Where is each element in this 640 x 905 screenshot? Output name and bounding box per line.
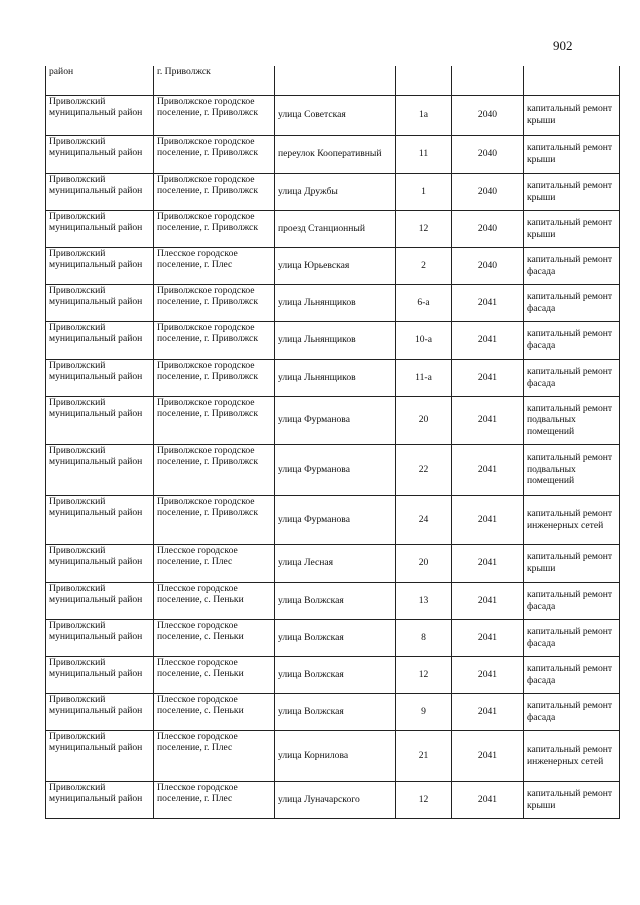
cell-street: улица Льнянщиков [275, 321, 396, 359]
cell-work: капитальный ремонт крыши [524, 544, 620, 582]
cell-municipality: район [46, 66, 154, 95]
cell-municipality: Приволжский муниципальный район [46, 656, 154, 693]
cell-municipality: Приволжский муниципальный район [46, 730, 154, 781]
table-row [46, 359, 620, 396]
cell-settlement: Плесское городское поселение, г. Плес [154, 781, 275, 818]
cell-year: 2041 [452, 619, 524, 656]
table-row [46, 495, 620, 544]
cell-street: переулок Кооперативный [275, 135, 396, 173]
table-row-continued [46, 66, 620, 95]
cell-settlement: Плесское городское поселение, с. Пеньки [154, 693, 275, 730]
cell-house: 21 [396, 730, 452, 781]
cell-work: капитальный ремонт подвальных помещений [524, 444, 620, 495]
cell-work: капитальный ремонт фасада [524, 321, 620, 359]
cell-house: 1а [396, 95, 452, 135]
table-row [46, 619, 620, 656]
cell-house: 20 [396, 544, 452, 582]
cell-street: улица Луначарского [275, 781, 396, 818]
cell-house: 20 [396, 396, 452, 444]
cell-settlement: Приволжское городское поселение, г. Приволжск [154, 95, 275, 135]
cell-work: капитальный ремонт фасада [524, 656, 620, 693]
cell-municipality: Приволжский муниципальный район [46, 619, 154, 656]
cell-street: проезд Станционный [275, 210, 396, 247]
cell-settlement: Плесское городское поселение, с. Пеньки [154, 582, 275, 619]
cell-settlement: Плесское городское поселение, г. Плес [154, 544, 275, 582]
cell-street: улица Льнянщиков [275, 284, 396, 321]
cell-settlement: Плесское городское поселение, г. Плес [154, 730, 275, 781]
cell-year [452, 66, 524, 95]
cell-settlement: Приволжское городское поселение, г. Приволжск [154, 284, 275, 321]
cell-municipality: Приволжский муниципальный район [46, 284, 154, 321]
cell-settlement: г. Приволжск [154, 66, 275, 95]
cell-work: капитальный ремонт фасада [524, 582, 620, 619]
cell-settlement: Плесское городское поселение, г. Плес [154, 247, 275, 284]
repair-schedule-table [45, 66, 620, 819]
cell-year: 2041 [452, 495, 524, 544]
cell-house: 12 [396, 210, 452, 247]
cell-work: капитальный ремонт фасада [524, 247, 620, 284]
table-row [46, 444, 620, 495]
cell-street [275, 66, 396, 95]
cell-year: 2041 [452, 693, 524, 730]
cell-municipality: Приволжский муниципальный район [46, 359, 154, 396]
cell-work: капитальный ремонт крыши [524, 210, 620, 247]
cell-house [396, 66, 452, 95]
page-number: 902 [553, 38, 573, 53]
table-row [46, 582, 620, 619]
table-row [46, 544, 620, 582]
cell-municipality: Приволжский муниципальный район [46, 321, 154, 359]
cell-street: улица Волжская [275, 582, 396, 619]
cell-work: капитальный ремонт фасада [524, 359, 620, 396]
cell-work: капитальный ремонт подвальных помещений [524, 396, 620, 444]
cell-year: 2041 [452, 582, 524, 619]
cell-house: 12 [396, 656, 452, 693]
cell-municipality: Приволжский муниципальный район [46, 247, 154, 284]
cell-municipality: Приволжский муниципальный район [46, 95, 154, 135]
cell-year: 2041 [452, 359, 524, 396]
cell-year: 2041 [452, 781, 524, 818]
cell-municipality: Приволжский муниципальный район [46, 444, 154, 495]
cell-year: 2040 [452, 173, 524, 210]
cell-municipality: Приволжский муниципальный район [46, 544, 154, 582]
cell-house: 11 [396, 135, 452, 173]
cell-street: улица Корнилова [275, 730, 396, 781]
cell-work: капитальный ремонт фасада [524, 619, 620, 656]
cell-settlement: Приволжское городское поселение, г. Приволжск [154, 135, 275, 173]
cell-year: 2041 [452, 321, 524, 359]
cell-municipality: Приволжский муниципальный район [46, 693, 154, 730]
table-row [46, 210, 620, 247]
cell-street: улица Дружбы [275, 173, 396, 210]
table-row [46, 95, 620, 135]
cell-settlement: Приволжское городское поселение, г. Приволжск [154, 210, 275, 247]
cell-work: капитальный ремонт крыши [524, 173, 620, 210]
cell-street: улица Фурманова [275, 396, 396, 444]
cell-street: улица Фурманова [275, 444, 396, 495]
cell-settlement: Приволжское городское поселение, г. Приволжск [154, 444, 275, 495]
cell-municipality: Приволжский муниципальный район [46, 135, 154, 173]
cell-municipality: Приволжский муниципальный район [46, 210, 154, 247]
cell-street: улица Волжская [275, 656, 396, 693]
cell-house: 11-а [396, 359, 452, 396]
cell-work [524, 66, 620, 95]
cell-house: 13 [396, 582, 452, 619]
cell-street: улица Юрьевская [275, 247, 396, 284]
cell-settlement: Приволжское городское поселение, г. Приволжск [154, 495, 275, 544]
cell-house: 8 [396, 619, 452, 656]
cell-municipality: Приволжский муниципальный район [46, 396, 154, 444]
cell-settlement: Приволжское городское поселение, г. Приволжск [154, 173, 275, 210]
cell-municipality: Приволжский муниципальный район [46, 781, 154, 818]
cell-house: 1 [396, 173, 452, 210]
cell-work: капитальный ремонт крыши [524, 781, 620, 818]
table-row [46, 693, 620, 730]
cell-settlement: Приволжское городское поселение, г. Приволжск [154, 321, 275, 359]
cell-municipality: Приволжский муниципальный район [46, 495, 154, 544]
table-row [46, 321, 620, 359]
cell-house: 12 [396, 781, 452, 818]
table-row [46, 135, 620, 173]
cell-year: 2041 [452, 544, 524, 582]
cell-year: 2041 [452, 444, 524, 495]
table-row [46, 781, 620, 818]
table-row [46, 396, 620, 444]
cell-work: капитальный ремонт инженерных сетей [524, 730, 620, 781]
cell-work: капитальный ремонт инженерных сетей [524, 495, 620, 544]
cell-year: 2041 [452, 656, 524, 693]
cell-settlement: Приволжское городское поселение, г. Приволжск [154, 396, 275, 444]
cell-street: улица Волжская [275, 619, 396, 656]
cell-year: 2041 [452, 284, 524, 321]
table-row [46, 173, 620, 210]
cell-year: 2040 [452, 247, 524, 284]
cell-house: 24 [396, 495, 452, 544]
cell-house: 22 [396, 444, 452, 495]
cell-street: улица Фурманова [275, 495, 396, 544]
cell-work: капитальный ремонт крыши [524, 135, 620, 173]
cell-work: капитальный ремонт фасада [524, 284, 620, 321]
cell-street: улица Советская [275, 95, 396, 135]
cell-work: капитальный ремонт фасада [524, 693, 620, 730]
cell-street: улица Льнянщиков [275, 359, 396, 396]
cell-house: 9 [396, 693, 452, 730]
cell-municipality: Приволжский муниципальный район [46, 173, 154, 210]
cell-street: улица Волжская [275, 693, 396, 730]
cell-settlement: Приволжское городское поселение, г. Приволжск [154, 359, 275, 396]
cell-street: улица Лесная [275, 544, 396, 582]
cell-house: 10-а [396, 321, 452, 359]
table-row [46, 284, 620, 321]
cell-year: 2041 [452, 396, 524, 444]
cell-year: 2040 [452, 210, 524, 247]
cell-year: 2040 [452, 135, 524, 173]
cell-settlement: Плесское городское поселение, с. Пеньки [154, 656, 275, 693]
cell-house: 6-а [396, 284, 452, 321]
cell-house: 2 [396, 247, 452, 284]
table-row [46, 656, 620, 693]
cell-settlement: Плесское городское поселение, с. Пеньки [154, 619, 275, 656]
cell-year: 2041 [452, 730, 524, 781]
cell-work: капитальный ремонт крыши [524, 95, 620, 135]
table-row [46, 247, 620, 284]
cell-municipality: Приволжский муниципальный район [46, 582, 154, 619]
cell-year: 2040 [452, 95, 524, 135]
table-row [46, 730, 620, 781]
